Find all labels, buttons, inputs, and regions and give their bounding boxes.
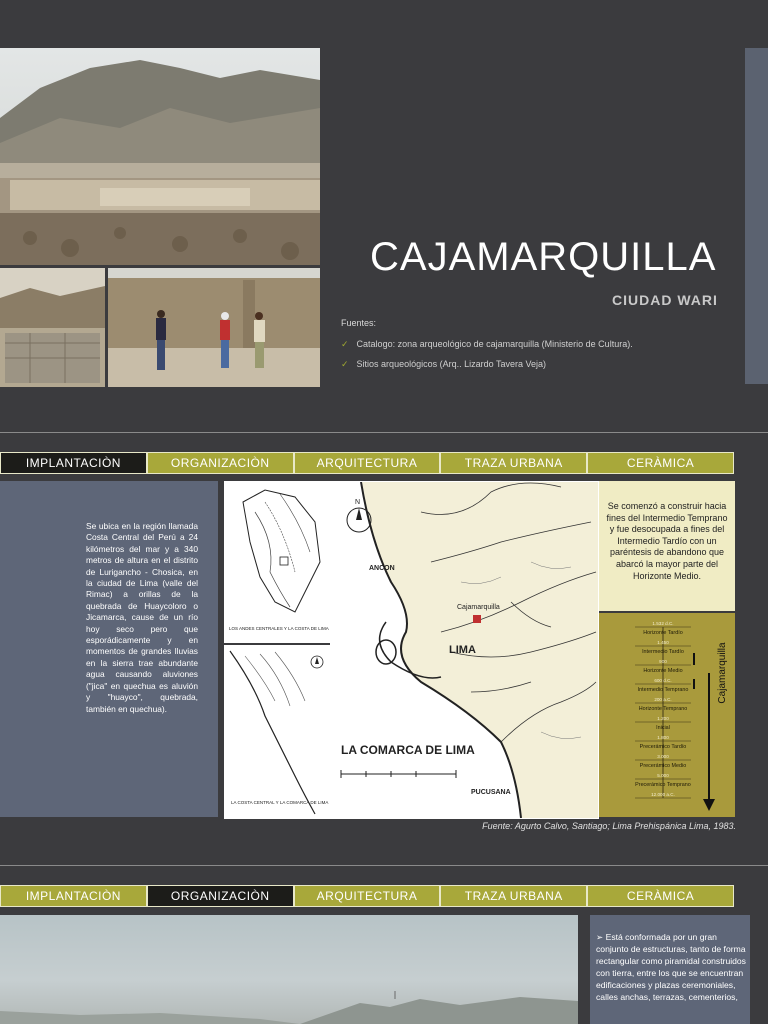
chronology-note [599, 481, 735, 611]
sources-heading: Fuentes: [341, 318, 377, 328]
map-caption: LA COSTA CENTRAL Y LA COMARCA DE LIMA [231, 800, 329, 805]
central-andes-map [224, 481, 330, 643]
timeline-period: Horizonte Temprano [638, 706, 688, 712]
timeline-period: Precerámico Temprano [635, 782, 691, 788]
tab-arquitectura[interactable]: ARQUITECTURA [294, 885, 441, 907]
title-slide [0, 0, 768, 432]
organization-text-panel [590, 915, 750, 1024]
arrow-down-icon [703, 799, 715, 811]
occupation-marker [693, 679, 695, 689]
timeline-date: 200 a.C. [654, 697, 672, 702]
timeline-site-label: Cajamarquilla [717, 642, 728, 704]
organization-bullet: ➢ Está conformada por un gran conjunto de estructuras, tanto de forma rectangular como piramidal construidos con tierra, entre los que se encuentran edificaciones y plazas ceremoniales, calles anchas, terrazas, cementerios, [596, 932, 746, 1002]
tab-organizacion[interactable]: ORGANIZACIÒN [147, 452, 294, 474]
timeline-date: 900 [659, 659, 667, 664]
timeline-date: 600 d.C. [654, 678, 672, 683]
timeline-period: Intermedio Temprano [637, 687, 689, 693]
tab-ceramica[interactable]: CERÀMICA [587, 885, 734, 907]
timeline-chart [599, 613, 735, 817]
check-icon: ✓ [341, 359, 349, 369]
site-label: Cajamarquilla [457, 604, 500, 611]
timeline-date: 3.000 [657, 754, 669, 759]
timeline-period: Precerámico Tardío [639, 744, 687, 750]
timeline-period: Horizonte Tardío [643, 630, 683, 636]
location-text-panel [0, 481, 218, 817]
source-item: ✓ Catalogo: zona arqueológico de cajamarquilla (Ministerio de Cultura). [341, 339, 633, 349]
tab-implantacion[interactable]: IMPLANTACIÒN [0, 452, 147, 474]
chronology-note-text: Se comenzó a construir hacia fines del Intermedio Temprano y fue desocupada a fines del Intermedio Tardío con un paréntesis de abandono que abarcó la mayor parte del Horizonte Medio. [606, 501, 728, 581]
svg-text:N: N [355, 499, 361, 506]
timeline-date: 5.000 [657, 773, 669, 778]
check-icon: ✓ [341, 339, 349, 349]
ruins-landscape-photo [0, 48, 320, 265]
central-coast-map [224, 645, 330, 819]
timeline-period: Inicial [656, 725, 670, 731]
lima-comarca-map [330, 481, 599, 819]
page-subtitle: CIUDAD WARI [612, 292, 718, 308]
timeline-period: Horizonte Medio [643, 668, 683, 674]
timeline-period: Intermedio Tardío [642, 649, 684, 655]
accent-bar [745, 48, 768, 384]
timeline-date: 12.000 a.C. [651, 792, 675, 797]
ancon-label: ANCON [369, 565, 395, 572]
pucusana-label: PUCUSANA [471, 789, 511, 796]
source-item: ✓ Sitios arqueológicos (Arq.. Lizardo Tavera Veja) [341, 359, 546, 369]
organizacion-slide [0, 866, 768, 1024]
section-tabs [0, 452, 734, 474]
section-tabs [0, 885, 734, 907]
chronology-timeline [599, 613, 735, 817]
tab-traza-urbana[interactable]: TRAZA URBANA [440, 452, 587, 474]
visitors-at-wall-photo [108, 268, 320, 387]
hazy-valley-photo [0, 915, 578, 1024]
comarca-label: LA COMARCA DE LIMA [341, 743, 475, 757]
map-caption: LOS ANDES CENTRALES Y LA COSTA DE LIMA [229, 626, 329, 631]
city-label: LIMA [449, 644, 476, 656]
occupation-marker [693, 653, 695, 665]
tab-arquitectura[interactable]: ARQUITECTURA [294, 452, 441, 474]
timeline-date: 1.450 [657, 640, 669, 645]
timeline-date: 1.532 d.C. [652, 621, 674, 626]
map-source-credit: Fuente: Agurto Calvo, Santiago; Lima Prehispánica Lima, 1983. [482, 821, 736, 831]
arrow-bullet-icon: ➢ [596, 932, 606, 942]
tab-traza-urbana[interactable]: TRAZA URBANA [440, 885, 587, 907]
timeline-date: 1.200 [657, 716, 669, 721]
tab-ceramica[interactable]: CERÀMICA [587, 452, 734, 474]
page-title: CAJAMARQUILLA [370, 235, 717, 279]
timeline-period: Precerámico Medio [639, 763, 687, 769]
implantacion-slide [0, 433, 768, 865]
timeline-date: 1.800 [657, 735, 669, 740]
aerial-ruins-photo [0, 268, 105, 387]
tab-implantacion[interactable]: IMPLANTACIÒN [0, 885, 147, 907]
location-description: Se ubica en la región llamada Costa Central del Perú a 24 kilómetros del mar y a 340 metros de altura en el distrito de Lurigancho - Chosica, en la ciudad de Lima (valle del Rimac) a orillas de la quebrada de Huaycoloro o Jicamarca, cause de un río hoy seco pero que esporádicamente y en momentos de grandes lluvias en la sierra trae abundante agua causando aluviones ("jica" en quechua es aluvión y "huayco", quebrada, también en quechua). [86, 521, 198, 714]
tab-organizacion[interactable]: ORGANIZACIÒN [147, 885, 294, 907]
